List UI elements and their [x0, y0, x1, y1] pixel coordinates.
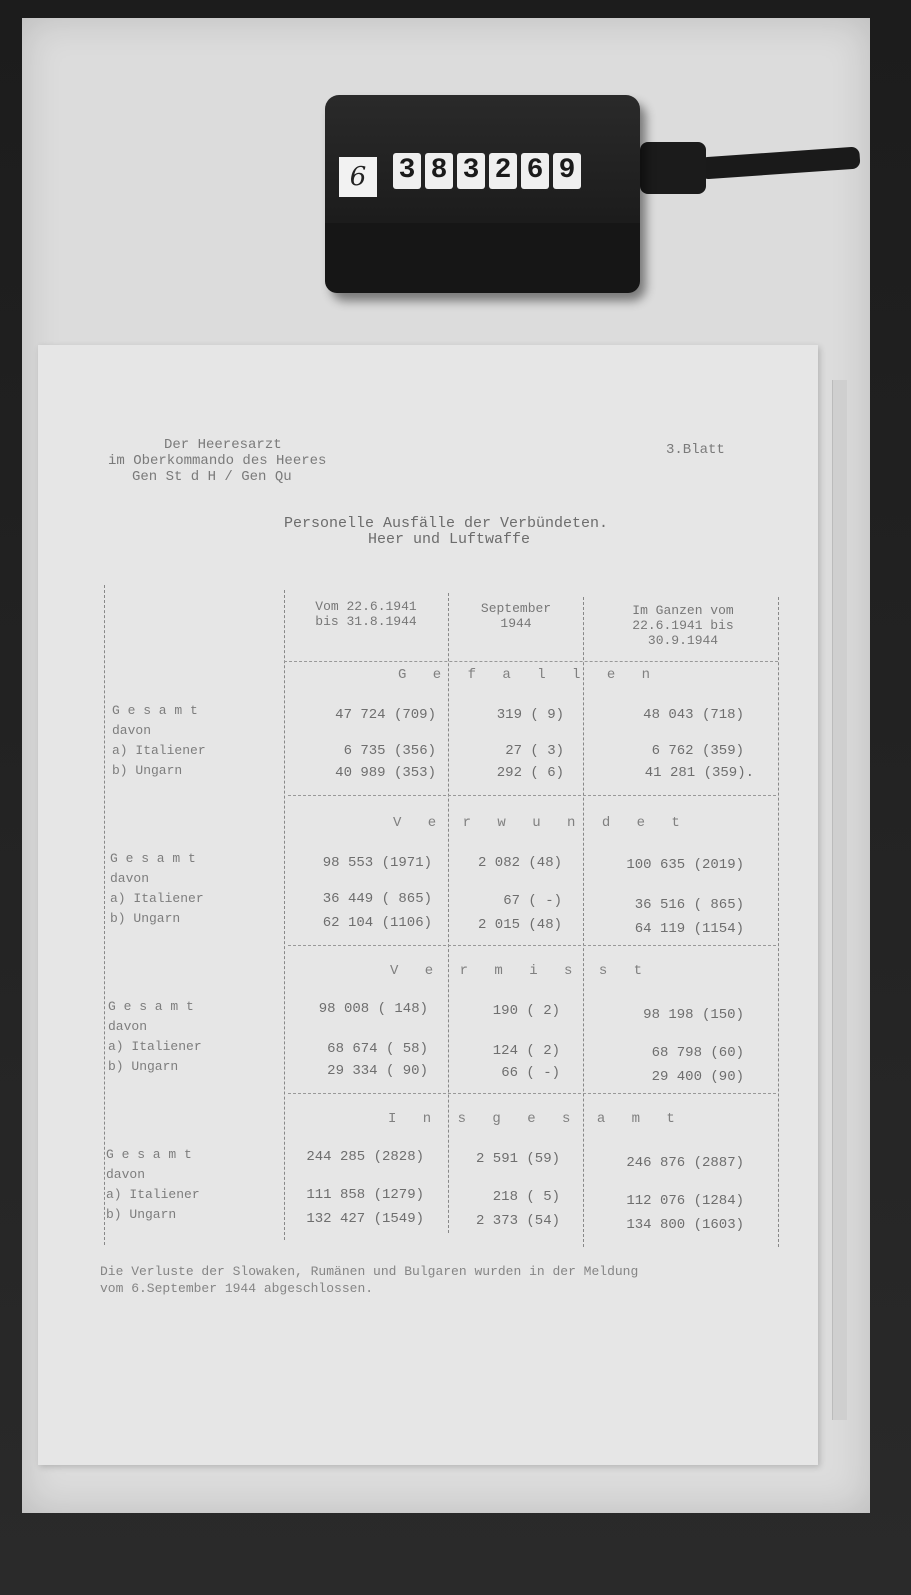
row-label: b) Ungarn: [106, 1207, 177, 1222]
table-cell: 134 800 (1603): [626, 1217, 744, 1233]
row-label: G e s a m t: [110, 851, 196, 866]
footer-line: vom 6.September 1944 abgeschlossen.: [100, 1281, 374, 1296]
table-cell: 98 008 ( 148): [318, 1001, 428, 1017]
row-label: G e s a m t: [112, 703, 198, 718]
column-header-line: September: [480, 601, 552, 616]
column-header-line: bis 31.8.1944: [315, 614, 417, 629]
section-title: V e r m i s s t: [390, 963, 652, 979]
table-cell: 319 ( 9): [496, 707, 564, 723]
row-label-group: [106, 1145, 200, 1225]
section-title: V e r w u n d e t: [393, 815, 689, 831]
document-title: Personelle Ausfälle der Verbündeten.: [284, 515, 609, 532]
org-line-3: Gen St d H / Gen Qu: [132, 469, 292, 485]
column-header-line: 1944: [500, 616, 532, 631]
table-cell: 68 798 (60): [651, 1045, 744, 1061]
counter-side-block: [640, 142, 706, 194]
row-label: davon: [108, 1019, 148, 1034]
table-cell: 66 ( -): [501, 1065, 560, 1081]
table-cell: 68 674 ( 58): [327, 1041, 428, 1057]
org-line-1: Der Heeresarzt: [164, 437, 282, 453]
table-cell: 6 735 (356): [343, 743, 436, 759]
row-label: a) Italiener: [110, 891, 204, 906]
column-header-september: [456, 601, 576, 631]
document-sheet: [38, 345, 818, 1465]
row-label: a) Italiener: [112, 743, 206, 758]
table-cell: 190 ( 2): [492, 1003, 560, 1019]
row-label: b) Ungarn: [112, 763, 183, 778]
table-cell: 100 635 (2019): [626, 857, 744, 873]
row-label-group: [112, 701, 206, 781]
header-rule: [284, 661, 778, 662]
table-border-right: [778, 597, 779, 1247]
table-cell: 218 ( 5): [492, 1189, 560, 1205]
column-header-line: Im Ganzen vom: [632, 603, 734, 618]
footer-line: Die Verluste der Slowaken, Rumänen und Bulgaren wurden in der Meldung: [100, 1264, 639, 1279]
table-cell: 2 082 (48): [477, 855, 562, 871]
counter-digit: 2: [489, 153, 517, 189]
table-cell: 27 ( 3): [505, 743, 564, 759]
table-cell: 2 373 (54): [475, 1213, 560, 1229]
table-cell: 41 281 (359).: [644, 765, 754, 781]
counter-base: [325, 223, 640, 293]
table-cell: 292 ( 6): [496, 765, 564, 781]
section-rule: [288, 945, 776, 946]
footer-note: [100, 1263, 638, 1297]
table-cell: 244 285 (2828): [306, 1149, 424, 1165]
counter-digit: 9: [553, 153, 581, 189]
document-subtitle: Heer und Luftwaffe: [368, 531, 531, 548]
table-cell: 40 989 (353): [335, 765, 436, 781]
section-title: I n s g e s a m t: [388, 1111, 684, 1127]
counter-digit: 3: [457, 153, 485, 189]
row-label: a) Italiener: [106, 1187, 200, 1202]
table-cell: 47 724 (709): [335, 707, 436, 723]
board-edge: [832, 380, 847, 1420]
org-line-2: im Oberkommando des Heeres: [108, 453, 327, 469]
table-cell: 111 858 (1279): [306, 1187, 424, 1203]
row-label-group: [110, 849, 204, 929]
table-divider: [583, 597, 584, 1247]
table-cell: 98 553 (1971): [322, 855, 432, 871]
row-label: davon: [110, 871, 150, 886]
row-label: b) Ungarn: [110, 911, 181, 926]
table-cell: 29 334 ( 90): [327, 1063, 428, 1079]
table-divider: [284, 590, 285, 1240]
table-cell: 246 876 (2887): [626, 1155, 744, 1171]
counter-digit: 6: [521, 153, 549, 189]
section-rule: [288, 1093, 776, 1094]
table-cell: 36 449 ( 865): [322, 891, 432, 907]
table-cell: 67 ( -): [503, 893, 562, 909]
row-label: b) Ungarn: [108, 1059, 179, 1074]
sheet-number: 3.Blatt: [666, 442, 725, 458]
table-cell: 36 516 ( 865): [634, 897, 744, 913]
row-label-group: [108, 997, 202, 1077]
table-cell: 98 198 (150): [643, 1007, 744, 1023]
column-header-line: Vom 22.6.1941: [315, 599, 417, 614]
table-cell: 64 119 (1154): [634, 921, 744, 937]
row-label: G e s a m t: [108, 999, 194, 1014]
counter-tag: 6: [339, 157, 377, 197]
counter-digits: [393, 153, 581, 189]
column-header-period: [296, 599, 436, 629]
table-cell: 112 076 (1284): [626, 1193, 744, 1209]
table-cell: 62 104 (1106): [322, 915, 432, 931]
row-label: davon: [106, 1167, 146, 1182]
table-cell: 6 762 (359): [651, 743, 744, 759]
frame-counter: [325, 95, 640, 293]
counter-digit: 8: [425, 153, 453, 189]
table-cell: 124 ( 2): [492, 1043, 560, 1059]
row-label: davon: [112, 723, 152, 738]
table-cell: 132 427 (1549): [306, 1211, 424, 1227]
section-rule: [288, 795, 776, 796]
table-cell: 48 043 (718): [643, 707, 744, 723]
table-cell: 2 015 (48): [477, 917, 562, 933]
column-header-total: [598, 603, 768, 648]
table-cell: 29 400 (90): [651, 1069, 744, 1085]
table-divider: [448, 593, 449, 1233]
row-label: a) Italiener: [108, 1039, 202, 1054]
counter-digit: 3: [393, 153, 421, 189]
table-border-left: [104, 585, 105, 1245]
section-title: G e f a l l e n: [398, 667, 660, 683]
column-header-line: 30.9.1944: [647, 633, 719, 648]
row-label: G e s a m t: [106, 1147, 192, 1162]
table-cell: 2 591 (59): [475, 1151, 560, 1167]
column-header-line: 22.6.1941 bis: [632, 618, 734, 633]
